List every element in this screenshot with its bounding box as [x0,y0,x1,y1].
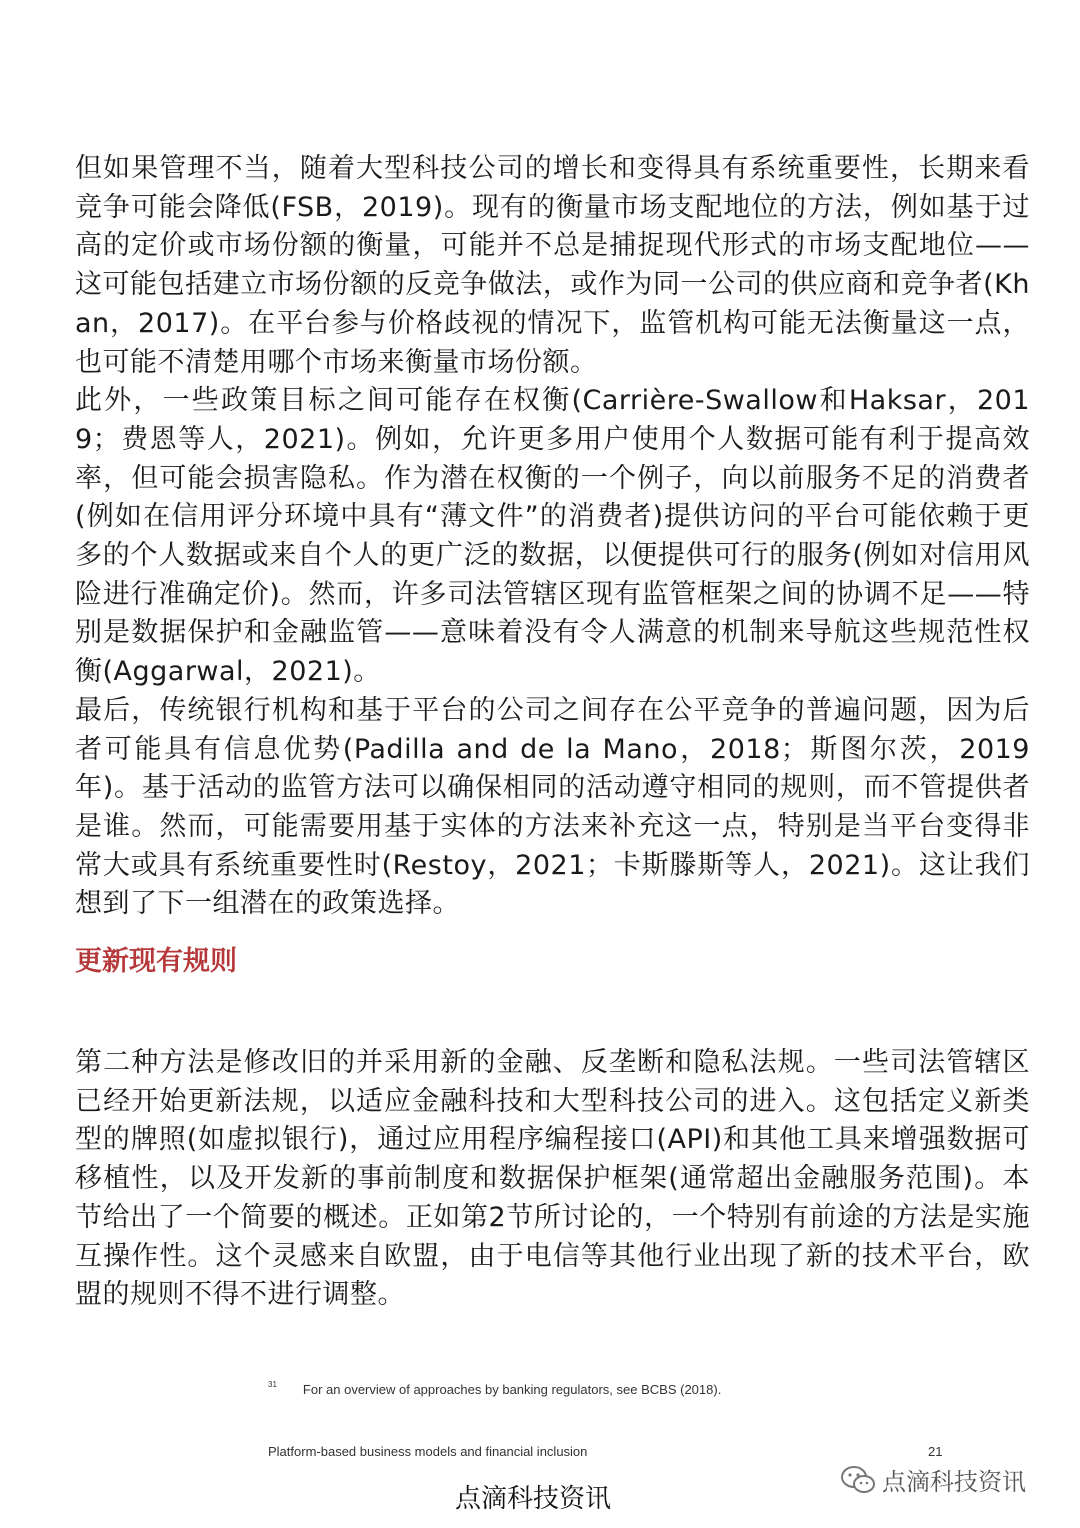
paragraph-level-playing-field: 最后，传统银行机构和基于平台的公司之间存在公平竞争的普遍问题，因为后者可能具有信息优势(Padilla and de la Mano，2018；斯图尔茨，2019年)。基于活动的监管方法可以确保相同的活动遵守相同的规则，而不管提供者是谁。然而，可能需要用基于实体的方法来补充这一点，特别是当平台变得非常大或具有系统重要性时(Restoy，2021；卡斯滕斯等人，2021)。这让我们想到了下一组潜在的政策选择。 [75,694,1030,920]
wechat-account-name: 点滴科技资讯 [882,1468,1026,1496]
document-body [75,150,1030,1315]
footnote-number: 31 [268,1380,277,1389]
source-label: 点滴科技资讯 [455,1484,612,1514]
section-heading: 更新现有规则 [75,946,237,978]
wechat-watermark [840,1462,1026,1497]
wechat-icon [840,1465,876,1495]
paragraph-competition: 但如果管理不当，随着大型科技公司的增长和变得具有系统重要性，长期来看竞争可能会降低(FSB，2019)。现有的衡量市场支配地位的方法，例如基于过高的定价或市场份额的衡量，可能并不总是捕捉现代形式的市场支配地位——这可能包括建立市场份额的反竞争做法，或作为同一公司的供应商和竞争者(Khan，2017)。在平台参与价格歧视的情况下，监管机构可能无法衡量这一点，也可能不清楚用哪个市场来衡量市场份额。 [75,153,1030,378]
page-number: 21 [928,1444,943,1459]
footnote [268,1380,721,1397]
footnote-text: For an overview of approaches by banking regulators, see BCBS (2018). [302,1382,722,1397]
footer-title: Platform-based business models and financial inclusion [268,1444,588,1459]
paragraph-update-rules: 第二种方法是修改旧的并采用新的金融、反垄断和隐私法规。一些司法管辖区已经开始更新法规，以适应金融科技和大型科技公司的进入。这包括定义新类型的牌照(如虚拟银行)，通过应用程序编程接口(API)和其他工具来增强数据可移植性，以及开发新的事前制度和数据保护框架(通常超出金融服务范围)。本节给出了一个简要的概述。正如第2节所讨论的，一个特别有前途的方法是实施互操作性。这个灵感来自欧盟，由于电信等其他行业出现了新的技术平台，欧盟的规则不得不进行调整。 [75,1047,1030,1311]
paragraph-tradeoffs: 此外，一些政策目标之间可能存在权衡(Carrière-Swallow和Haksar，2019；费恩等人，2021)。例如，允许更多用户使用个人数据可能有利于提高效率，但可能会损害隐私。作为潜在权衡的一个例子，向以前服务不足的消费者(例如在信用评分环境中具有“薄文件”的消费者)提供访问的平台可能依赖于更多的个人数据或来自个人的更广泛的数据，以便提供可行的服务(例如对信用风险进行准确定价)。然而，许多司法管辖区现有监管框架之间的协调不足——特别是数据保护和金融监管——意味着没有令人满意的机制来导航这些规范性权衡(Aggarwal，2021)。 [75,385,1030,688]
